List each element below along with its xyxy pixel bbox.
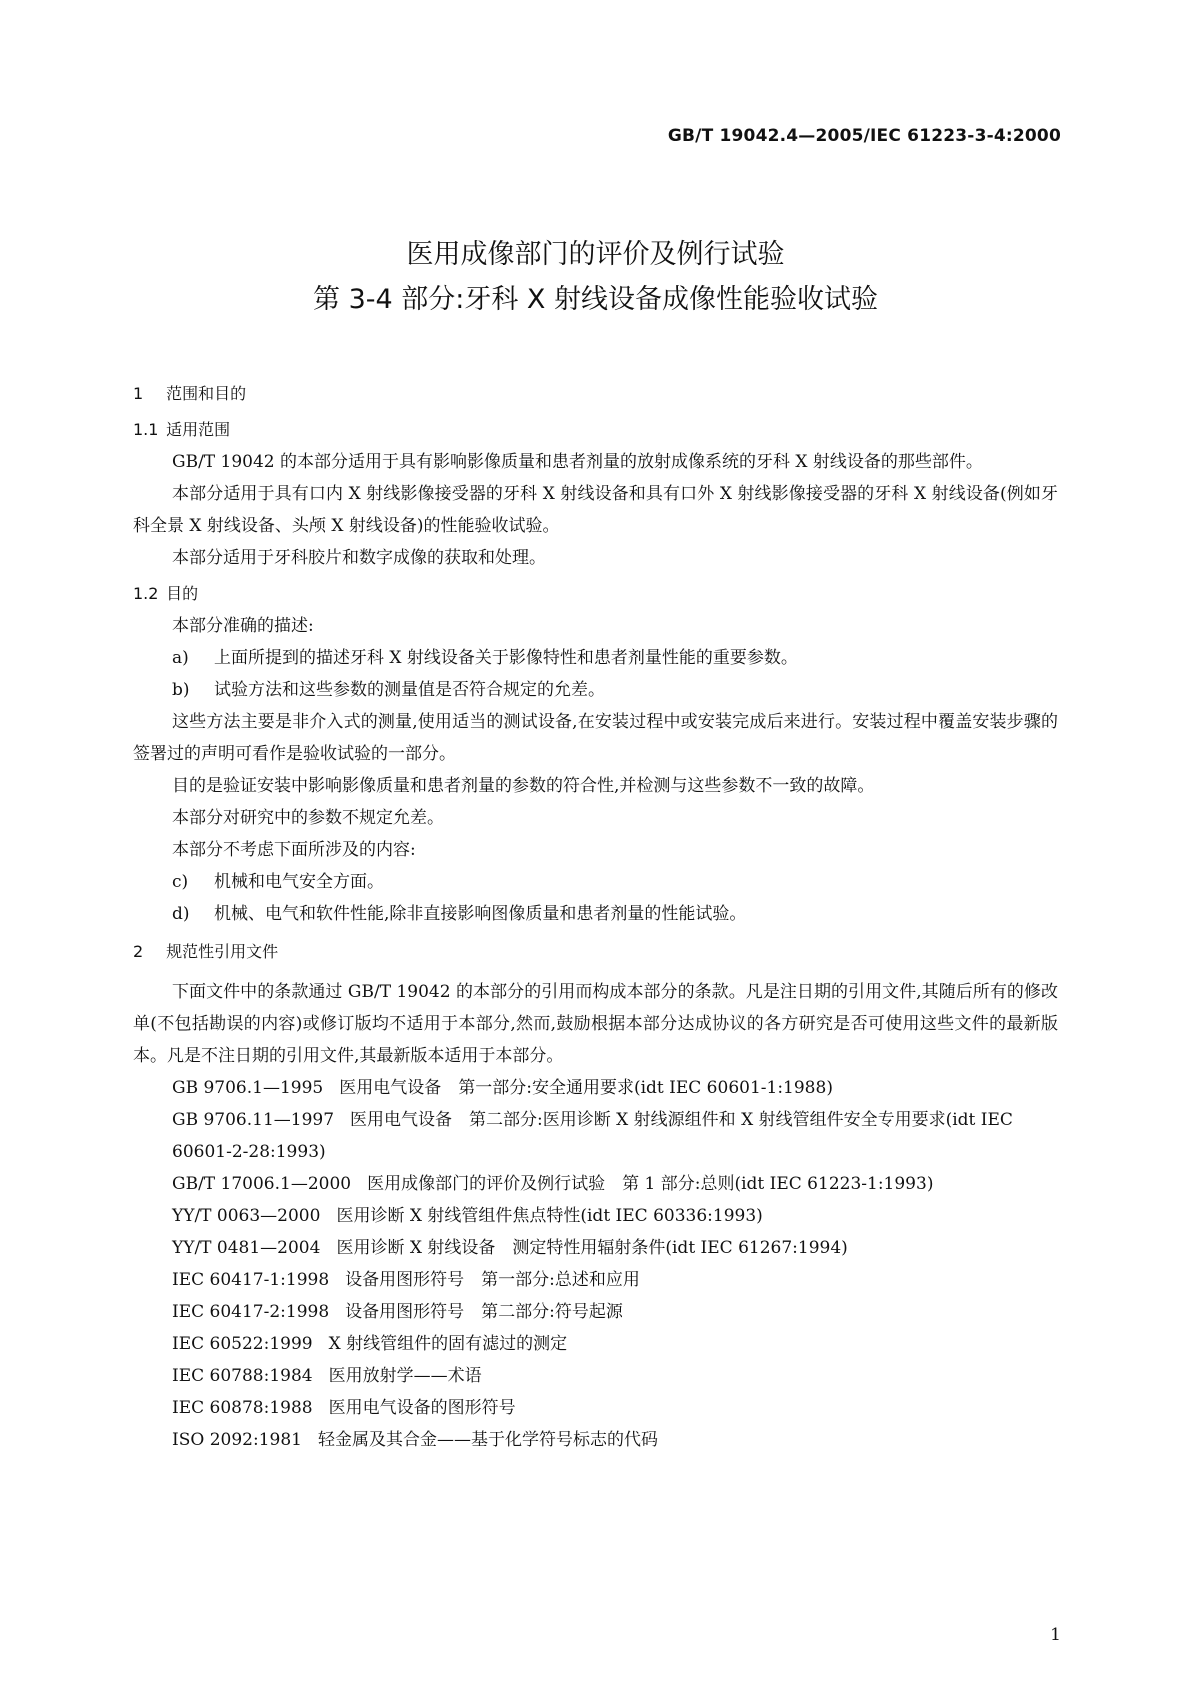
list-item-text: 上面所提到的描述牙科 X 射线设备关于影像特性和患者剂量性能的重要参数。 bbox=[214, 648, 798, 668]
list-item-label: a) bbox=[172, 648, 189, 668]
reference-item bbox=[133, 1328, 1058, 1360]
list-item-label: d) bbox=[172, 904, 190, 924]
reference-item bbox=[133, 1200, 1058, 1232]
paragraph: 下面文件中的条款通过 GB/T 19042 的本部分的引用而构成本部分的条款。凡是注日期的引用文件,其随后所有的修改单(不包括勘误的内容)或修订版均不适用于本部分,然而,鼓励根据本部分达成协议的各方研究是否可使用这些文件的最新版本。凡是不注日期的引用文件,其最新版本适用于本部分。 bbox=[133, 982, 1058, 1066]
list-item-text: 机械、电气和软件性能,除非直接影响图像质量和患者剂量的性能试验。 bbox=[214, 904, 747, 924]
section-number: 1.1 bbox=[133, 420, 159, 439]
reference-code: IEC 60788:1984 bbox=[172, 1366, 313, 1386]
paragraph: 本部分不考虑下面所涉及的内容: bbox=[172, 840, 416, 860]
section-2-heading bbox=[133, 936, 1058, 968]
reference-item bbox=[133, 1296, 1058, 1328]
reference-code: GB/T 17006.1—2000 bbox=[172, 1174, 352, 1194]
paragraph: 目的是验证安装中影响影像质量和患者剂量的参数的符合性,并检测与这些参数不一致的故障。 bbox=[172, 776, 875, 796]
section-number: 1.2 bbox=[133, 584, 159, 603]
reference-item bbox=[133, 1424, 1058, 1456]
section-number: 2 bbox=[133, 942, 144, 961]
paragraph: 这些方法主要是非介入式的测量,使用适当的测试设备,在安装过程中或安装完成后来进行。安装过程中覆盖安装步骤的签署过的声明可看作是验收试验的一部分。 bbox=[133, 712, 1058, 764]
reference-code: YY/T 0063—2000 bbox=[172, 1206, 321, 1226]
paragraph: 本部分适用于牙科胶片和数字成像的获取和处理。 bbox=[172, 548, 546, 568]
reference-item bbox=[133, 1072, 1058, 1104]
paragraph: 本部分对研究中的参数不规定允差。 bbox=[172, 808, 444, 828]
reference-code: IEC 60417-1:1998 bbox=[172, 1270, 330, 1290]
reference-title: 医用诊断 X 射线设备 测定特性用辐射条件(idt IEC 61267:1994) bbox=[336, 1238, 848, 1258]
page-number: 1 bbox=[1050, 1625, 1061, 1645]
reference-title: X 射线管组件的固有滤过的测定 bbox=[328, 1334, 568, 1354]
list-item-label: b) bbox=[172, 680, 190, 700]
reference-title: 医用电气设备的图形符号 bbox=[328, 1398, 516, 1418]
reference-item bbox=[133, 1104, 1058, 1168]
reference-title: 设备用图形符号 第一部分:总述和应用 bbox=[345, 1270, 640, 1290]
reference-item bbox=[133, 1232, 1058, 1264]
reference-title: 医用电气设备 第二部分:医用诊断 X 射线源组件和 X 射线管组件安全专用要求(idt IEC 60601-2-28:1993) bbox=[172, 1110, 1013, 1162]
reference-code: GB 9706.1—1995 bbox=[172, 1078, 324, 1098]
reference-title: 医用电气设备 第一部分:安全通用要求(idt IEC 60601-1:1988) bbox=[339, 1078, 833, 1098]
reference-item bbox=[133, 1360, 1058, 1392]
list-item-text: 试验方法和这些参数的测量值是否符合规定的允差。 bbox=[214, 680, 605, 700]
section-1-2-heading bbox=[133, 578, 1058, 610]
reference-item bbox=[133, 1392, 1058, 1424]
reference-title: 医用诊断 X 射线管组件焦点特性(idt IEC 60336:1993) bbox=[336, 1206, 763, 1226]
section-1-heading bbox=[133, 378, 1058, 410]
reference-code: GB 9706.11—1997 bbox=[172, 1110, 335, 1130]
reference-title: 设备用图形符号 第二部分:符号起源 bbox=[345, 1302, 623, 1322]
section-1-1-heading bbox=[133, 414, 1058, 446]
paragraph: 本部分准确的描述: bbox=[172, 616, 314, 636]
section-title: 适用范围 bbox=[166, 420, 231, 439]
document-title-line2: 第 3-4 部分:牙科 X 射线设备成像性能验收试验 bbox=[312, 284, 879, 315]
paragraph: 本部分适用于具有口内 X 射线影像接受器的牙科 X 射线设备和具有口外 X 射线影像接受器的牙科 X 射线设备(例如牙科全景 X 射线设备、头颅 X 射线设备)的性能验收试验。 bbox=[133, 484, 1058, 536]
list-item bbox=[133, 642, 1058, 674]
document-title-line1: 医用成像部门的评价及例行试验 bbox=[406, 239, 785, 270]
list-item-text: 机械和电气安全方面。 bbox=[214, 872, 384, 892]
reference-code: ISO 2092:1981 bbox=[172, 1430, 302, 1450]
reference-code: IEC 60522:1999 bbox=[172, 1334, 313, 1354]
reference-title: 轻金属及其合金——基于化学符号标志的代码 bbox=[317, 1430, 658, 1450]
list-item bbox=[133, 674, 1058, 706]
section-title: 目的 bbox=[166, 584, 199, 603]
list-item bbox=[133, 898, 1058, 930]
reference-code: IEC 60417-2:1998 bbox=[172, 1302, 330, 1322]
reference-item bbox=[133, 1264, 1058, 1296]
reference-code: IEC 60878:1988 bbox=[172, 1398, 313, 1418]
reference-code: YY/T 0481—2004 bbox=[172, 1238, 321, 1258]
reference-item bbox=[133, 1168, 1058, 1200]
section-number: 1 bbox=[133, 384, 144, 403]
standard-number: GB/T 19042.4—2005/IEC 61223-3-4:2000 bbox=[667, 126, 1061, 146]
document-body bbox=[133, 378, 1058, 1456]
reference-title: 医用成像部门的评价及例行试验 第 1 部分:总则(idt IEC 61223-1:1993) bbox=[367, 1174, 934, 1194]
section-title: 范围和目的 bbox=[166, 384, 247, 403]
list-item-label: c) bbox=[172, 872, 189, 892]
list-item bbox=[133, 866, 1058, 898]
reference-title: 医用放射学——术语 bbox=[328, 1366, 482, 1386]
paragraph: GB/T 19042 的本部分适用于具有影响影像质量和患者剂量的放射成像系统的牙科 X 射线设备的那些部件。 bbox=[172, 452, 983, 472]
section-title: 规范性引用文件 bbox=[166, 942, 279, 961]
